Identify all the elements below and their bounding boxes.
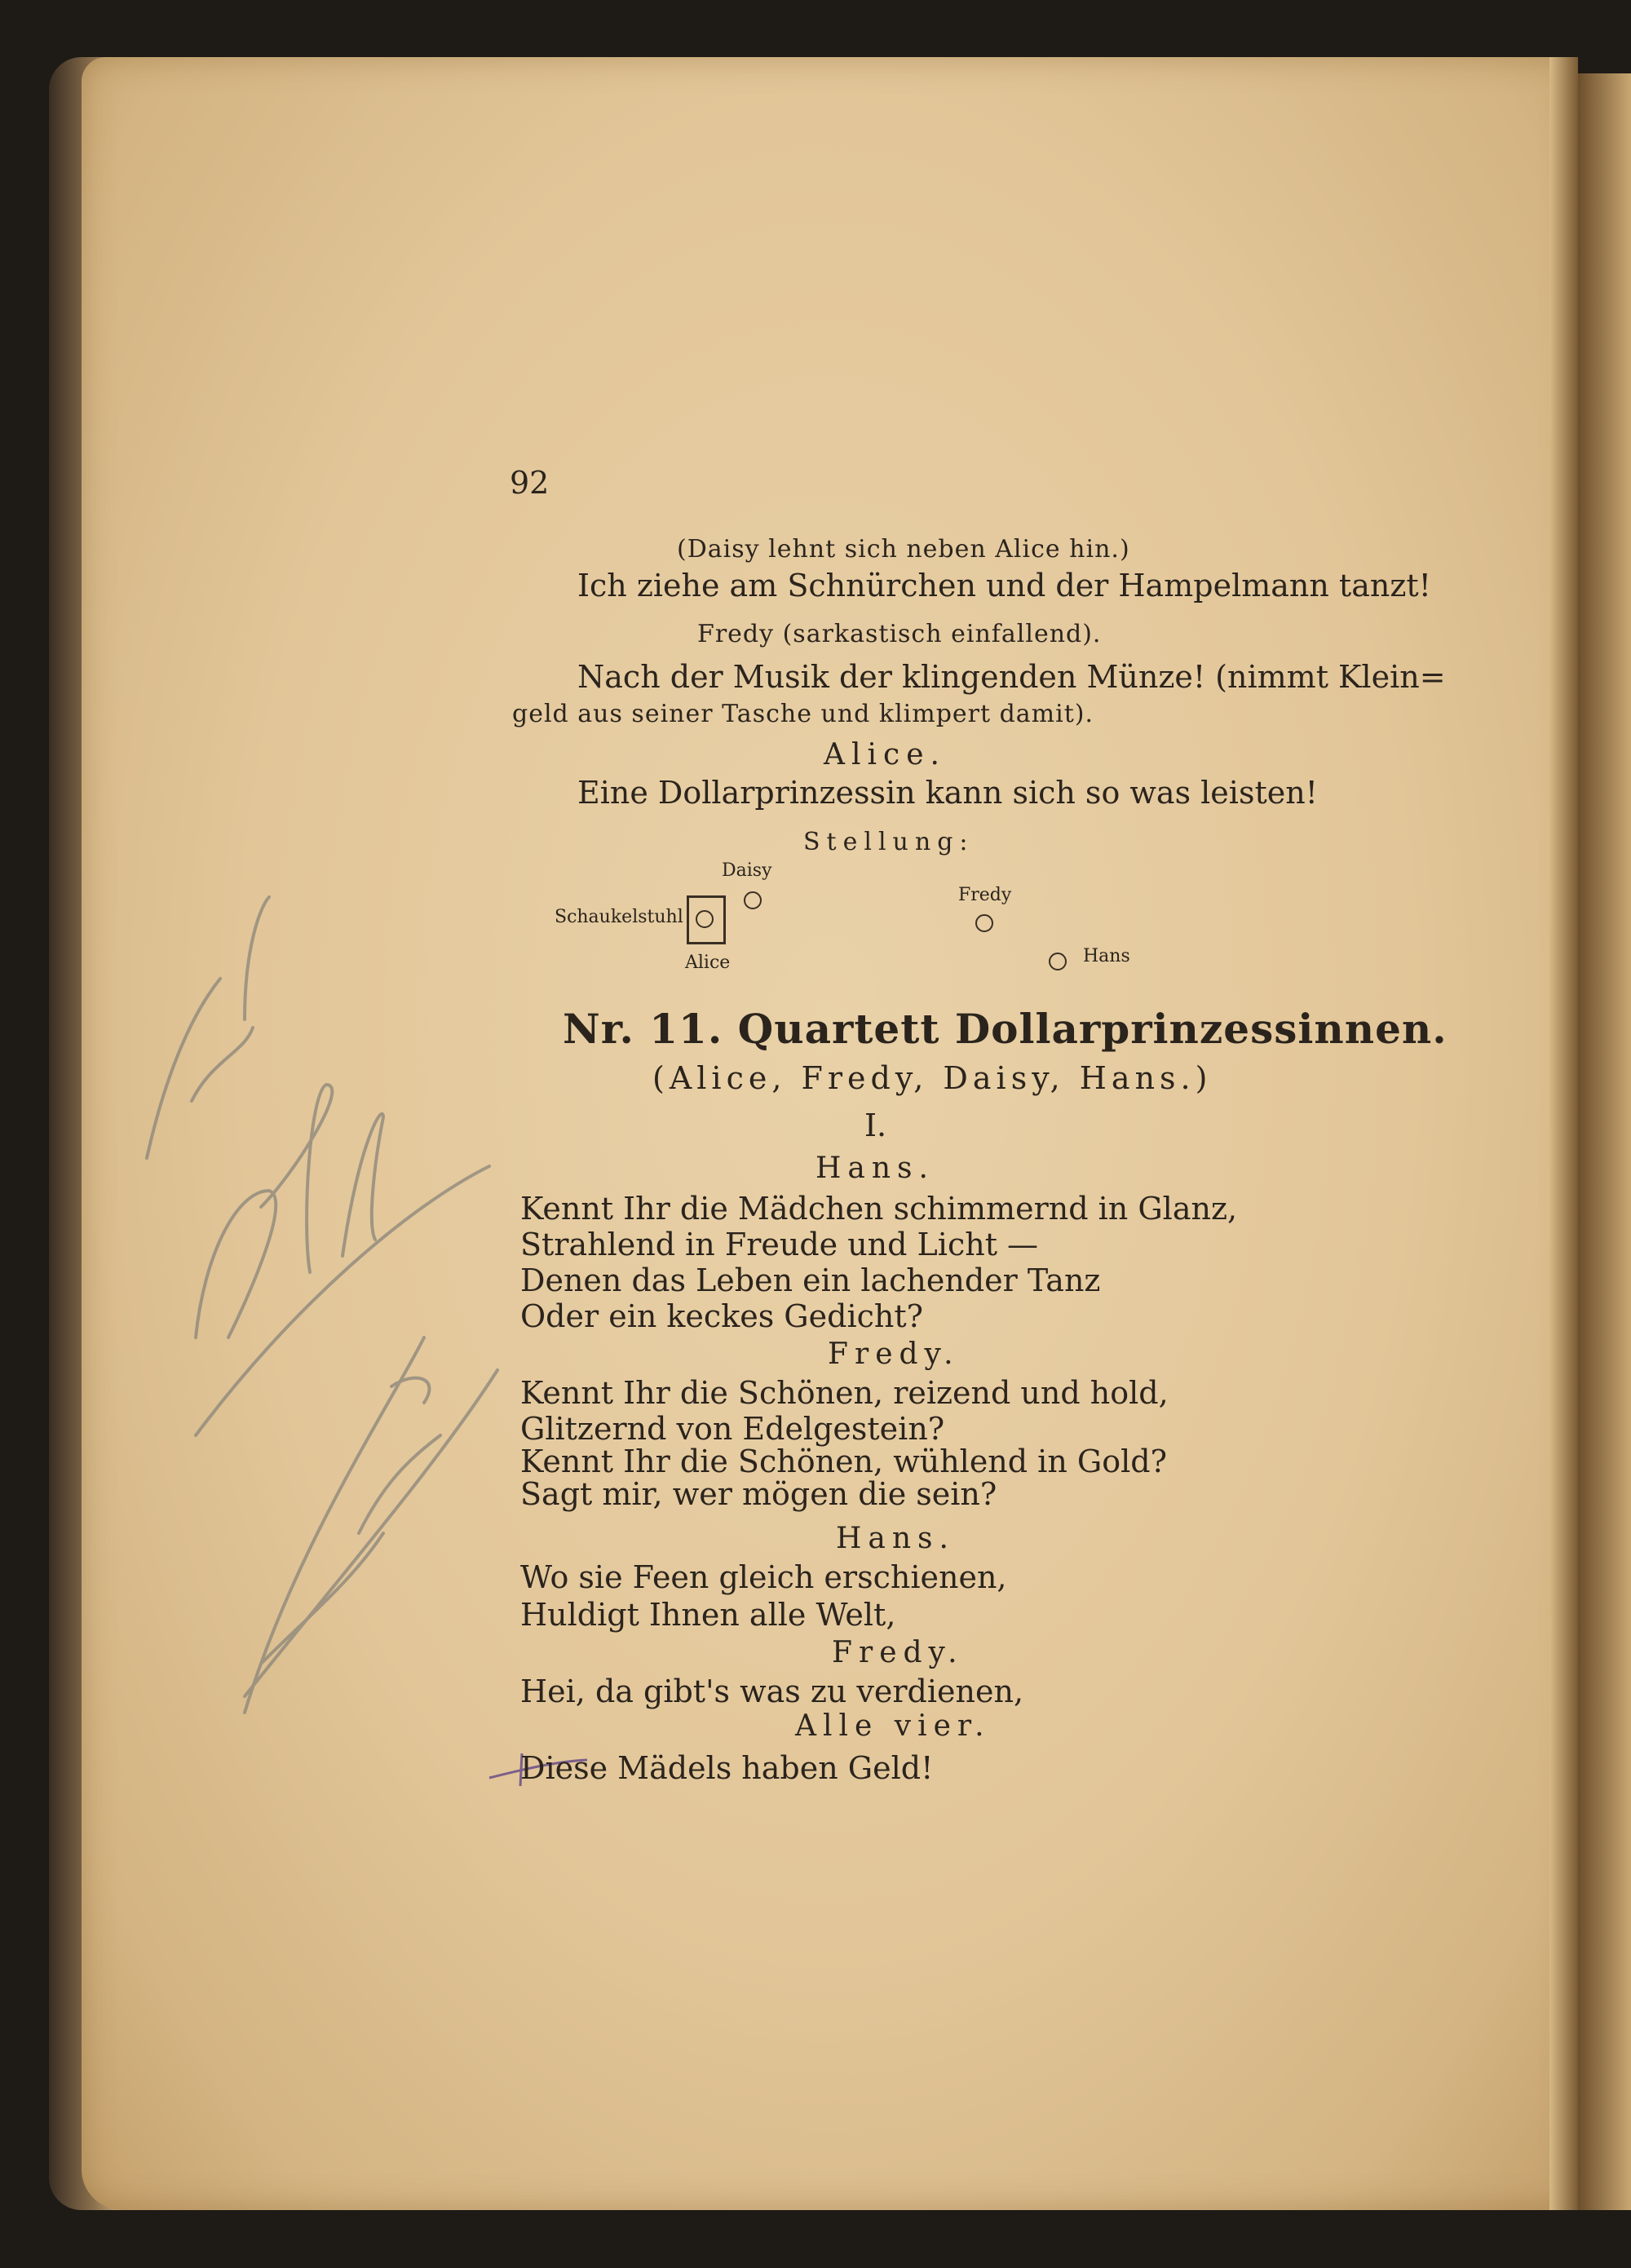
dialogue-line: Ich ziehe am Schnürchen und der Hampelmann tanzt!	[577, 568, 1431, 603]
speaker-name: Alice.	[824, 738, 946, 771]
fredy-marker	[975, 914, 993, 932]
label-fredy: Fredy	[958, 885, 1012, 905]
verse-line: Huldigt Ihnen alle Welt,	[520, 1597, 896, 1633]
speaker-name: Fredy.	[828, 1337, 960, 1371]
speaker-direction: Fredy (sarkastisch einfallend).	[697, 620, 1102, 648]
dialogue-line: geld aus seiner Tasche und klimpert damit).	[512, 700, 1094, 728]
daisy-marker	[744, 891, 762, 909]
label-daisy: Daisy	[722, 860, 772, 881]
verse-line: Strahlend in Freude und Licht —	[520, 1227, 1039, 1262]
stage-direction: (Daisy lehnt sich neben Alice hin.)	[677, 535, 1130, 564]
verse-line: Glitzernd von Edelgestein?	[520, 1411, 945, 1447]
speaker-name: Hans.	[816, 1152, 935, 1185]
verse-line: Wo sie Feen gleich erschienen,	[520, 1559, 1007, 1595]
verse-line: Denen das Leben ein lachender Tanz	[520, 1262, 1101, 1298]
dialogue-line: Nach der Musik der klingenden Münze! (nimmt Klein=	[577, 659, 1446, 695]
hans-marker	[1049, 953, 1067, 970]
verse-line: Kennt Ihr die Schönen, wühlend in Gold?	[520, 1443, 1167, 1479]
dialogue-line: Eine Dollarprinzessin kann sich so was leisten!	[577, 775, 1318, 811]
alice-marker	[696, 910, 714, 928]
page-number: 92	[510, 465, 550, 501]
speaker-name: Fredy.	[832, 1636, 964, 1669]
verse-line: Sagt mir, wer mögen die sein?	[520, 1476, 997, 1512]
verse-line: Oder ein keckes Gedicht?	[520, 1298, 924, 1334]
label-alice: Alice	[685, 953, 731, 973]
cast-list: (Alice, Fredy, Daisy, Hans.)	[652, 1060, 1213, 1096]
speaker-name: Hans.	[836, 1522, 955, 1555]
speaker-name: Alle vier.	[795, 1709, 991, 1743]
verse-line: Kennt Ihr die Schönen, reizend und hold,	[520, 1375, 1169, 1411]
label-schaukelstuhl: Schaukelstuhl	[555, 907, 683, 927]
label-hans: Hans	[1083, 946, 1130, 966]
verse-line: Hei, da gibt's was zu verdienen,	[520, 1673, 1024, 1709]
number-title: Nr. 11. Quartett Dollarprinzessinnen.	[563, 1005, 1448, 1053]
stellung-heading: Stellung:	[803, 828, 975, 856]
verse-line: Diese Mädels haben Geld!	[520, 1750, 934, 1786]
roman-numeral: I.	[864, 1107, 887, 1143]
verse-line: Kennt Ihr die Mädchen schimmernd in Glanz,	[520, 1191, 1238, 1227]
